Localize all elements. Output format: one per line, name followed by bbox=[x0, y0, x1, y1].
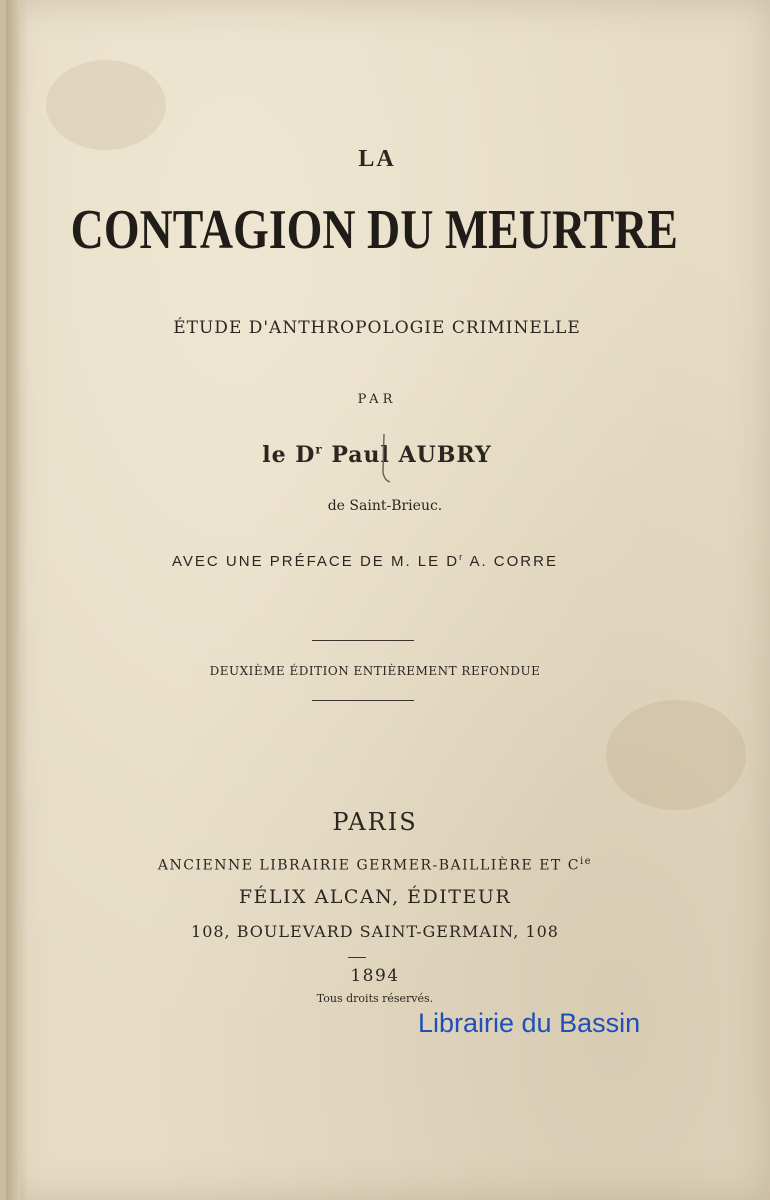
by-label: PAR bbox=[357, 392, 397, 407]
pencil-mark-icon bbox=[378, 432, 392, 486]
book-subtitle: ÉTUDE D'ANTHROPOLOGIE CRIMINELLE bbox=[173, 318, 581, 338]
edition-note: DEUXIÈME ÉDITION ENTIÈREMENT REFONDUE bbox=[209, 664, 541, 678]
book-title: CONTAGION DU MEURTRE bbox=[70, 199, 678, 261]
title-article: LA bbox=[358, 146, 396, 172]
publisher-address: 108, BOULEVARD SAINT-GERMAIN, 108 bbox=[191, 922, 559, 941]
publisher-sup: ie bbox=[579, 856, 593, 867]
paper-stain bbox=[606, 700, 746, 810]
preface-text: AVEC UNE PRÉFACE DE M. LE D bbox=[172, 553, 460, 570]
preface-name: A. CORRE bbox=[464, 553, 558, 570]
preface-line bbox=[0, 552, 750, 570]
publisher-name: ANCIENNE LIBRAIRIE GERMER-BAILLIÈRE ET C bbox=[157, 857, 580, 874]
page-edge bbox=[6, 0, 20, 1200]
year-dash bbox=[348, 957, 366, 958]
divider-top bbox=[312, 640, 414, 641]
publisher-line-2: FÉLIX ALCAN, ÉDITEUR bbox=[238, 886, 512, 908]
author-location: de Saint-Brieuc. bbox=[327, 498, 443, 514]
publication-year: 1894 bbox=[350, 966, 400, 986]
author-prefix-sup: r bbox=[315, 442, 323, 457]
publication-city: PARIS bbox=[332, 808, 418, 836]
preface-sup: r bbox=[459, 552, 465, 562]
seller-watermark: Librairie du Bassin bbox=[418, 1008, 641, 1038]
book-title-page bbox=[6, 0, 770, 1200]
author-prefix: le D bbox=[262, 442, 316, 468]
author-name: Paul AUBRY bbox=[322, 442, 492, 468]
publisher-line-1 bbox=[0, 856, 760, 874]
rights-notice: Tous droits réservés. bbox=[316, 992, 434, 1005]
paper-stain bbox=[46, 60, 166, 150]
divider-bottom bbox=[312, 700, 414, 701]
